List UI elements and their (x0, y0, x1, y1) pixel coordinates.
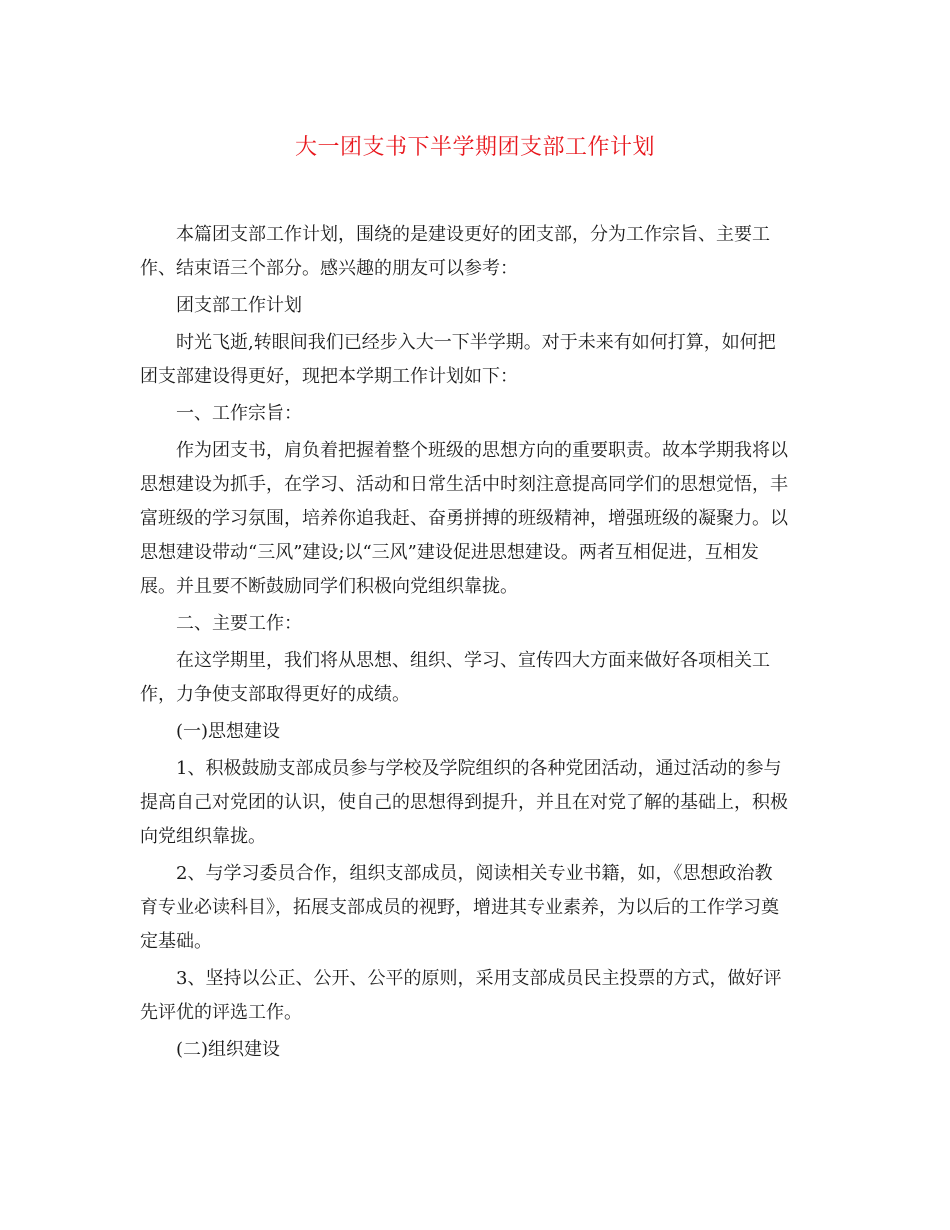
paragraph (140, 962, 812, 1030)
text-line: 团支部建设得更好，现把本学期工作计划如下： (140, 366, 518, 387)
text-line: 思想建设带动“三风”建设;以“三风”建设促进思想建设。两者互相促进，互相发 (140, 542, 759, 563)
text-line: 团支部工作计划 (176, 295, 302, 316)
text-line: 育专业必读科目》，拓展支部成员的视野，增进其专业素养，为以后的工作学习奠 (140, 897, 779, 918)
text-line: 提高自己对党团的认识，使自己的思想得到提升，并且在对党了解的基础上，积极 (140, 792, 788, 813)
text-line: 展。并且要不断鼓励同学们积极向党组织靠拢。 (140, 576, 518, 597)
paragraph (140, 218, 812, 286)
subsection-heading: (一)思想建设 (176, 721, 281, 742)
text-line: 作为团支书，肩负着把握着整个班级的思想方向的重要职责。故本学期我将以 (176, 440, 788, 461)
text-line: 作、结束语三个部分。感兴趣的朋友可以参考： (140, 258, 518, 279)
paragraph (140, 607, 812, 641)
text-line: 本篇团支部工作计划，围绕的是建设更好的团支部，分为工作宗旨、主要工 (176, 224, 770, 245)
subsection-heading: (二)组织建设 (176, 1039, 281, 1060)
paragraph (140, 289, 812, 323)
paragraph (140, 715, 812, 749)
text-line: 在这学期里，我们将从思想、组织、学习、宣传四大方面来做好各项相关工 (176, 650, 770, 671)
text-line: 2、与学习委员合作，组织支部成员，阅读相关专业书籍，如，《思想政治教 (176, 863, 773, 884)
paragraph (140, 397, 812, 431)
text-line: 1、积极鼓励支部成员参与学校及学院组织的各种党团活动，通过活动的参与 (176, 758, 782, 779)
text-line: 3、坚持以公正、公开、公平的原则，采用支部成员民主投票的方式，做好评 (176, 968, 782, 989)
section-heading: 一、工作宗旨： (176, 403, 302, 424)
text-line: 时光飞逝,转眼间我们已经步入大一下半学期。对于未来有如何打算，如何把 (176, 332, 776, 353)
text-line: 富班级的学习氛围，培养你追我赶、奋勇拼搏的班级精神，增强班级的凝聚力。以 (140, 508, 788, 529)
paragraph (140, 857, 812, 959)
text-line: 向党组织靠拢。 (140, 826, 266, 847)
document-body (140, 218, 812, 1070)
paragraph (140, 752, 812, 854)
paragraph (140, 644, 812, 712)
section-heading: 二、主要工作： (176, 613, 302, 634)
text-line: 作，力争使支部取得更好的成绩。 (140, 684, 410, 705)
text-line: 思想建设为抓手，在学习、活动和日常生活中时刻注意提高同学们的思想觉悟，丰 (140, 474, 788, 495)
text-line: 先评优的评选工作。 (140, 1002, 302, 1023)
document-title: 大一团支书下半学期团支部工作计划 (294, 135, 655, 160)
paragraph (140, 1033, 812, 1067)
text-line: 定基础。 (140, 931, 212, 952)
paragraph (140, 434, 812, 604)
paragraph (140, 326, 812, 394)
